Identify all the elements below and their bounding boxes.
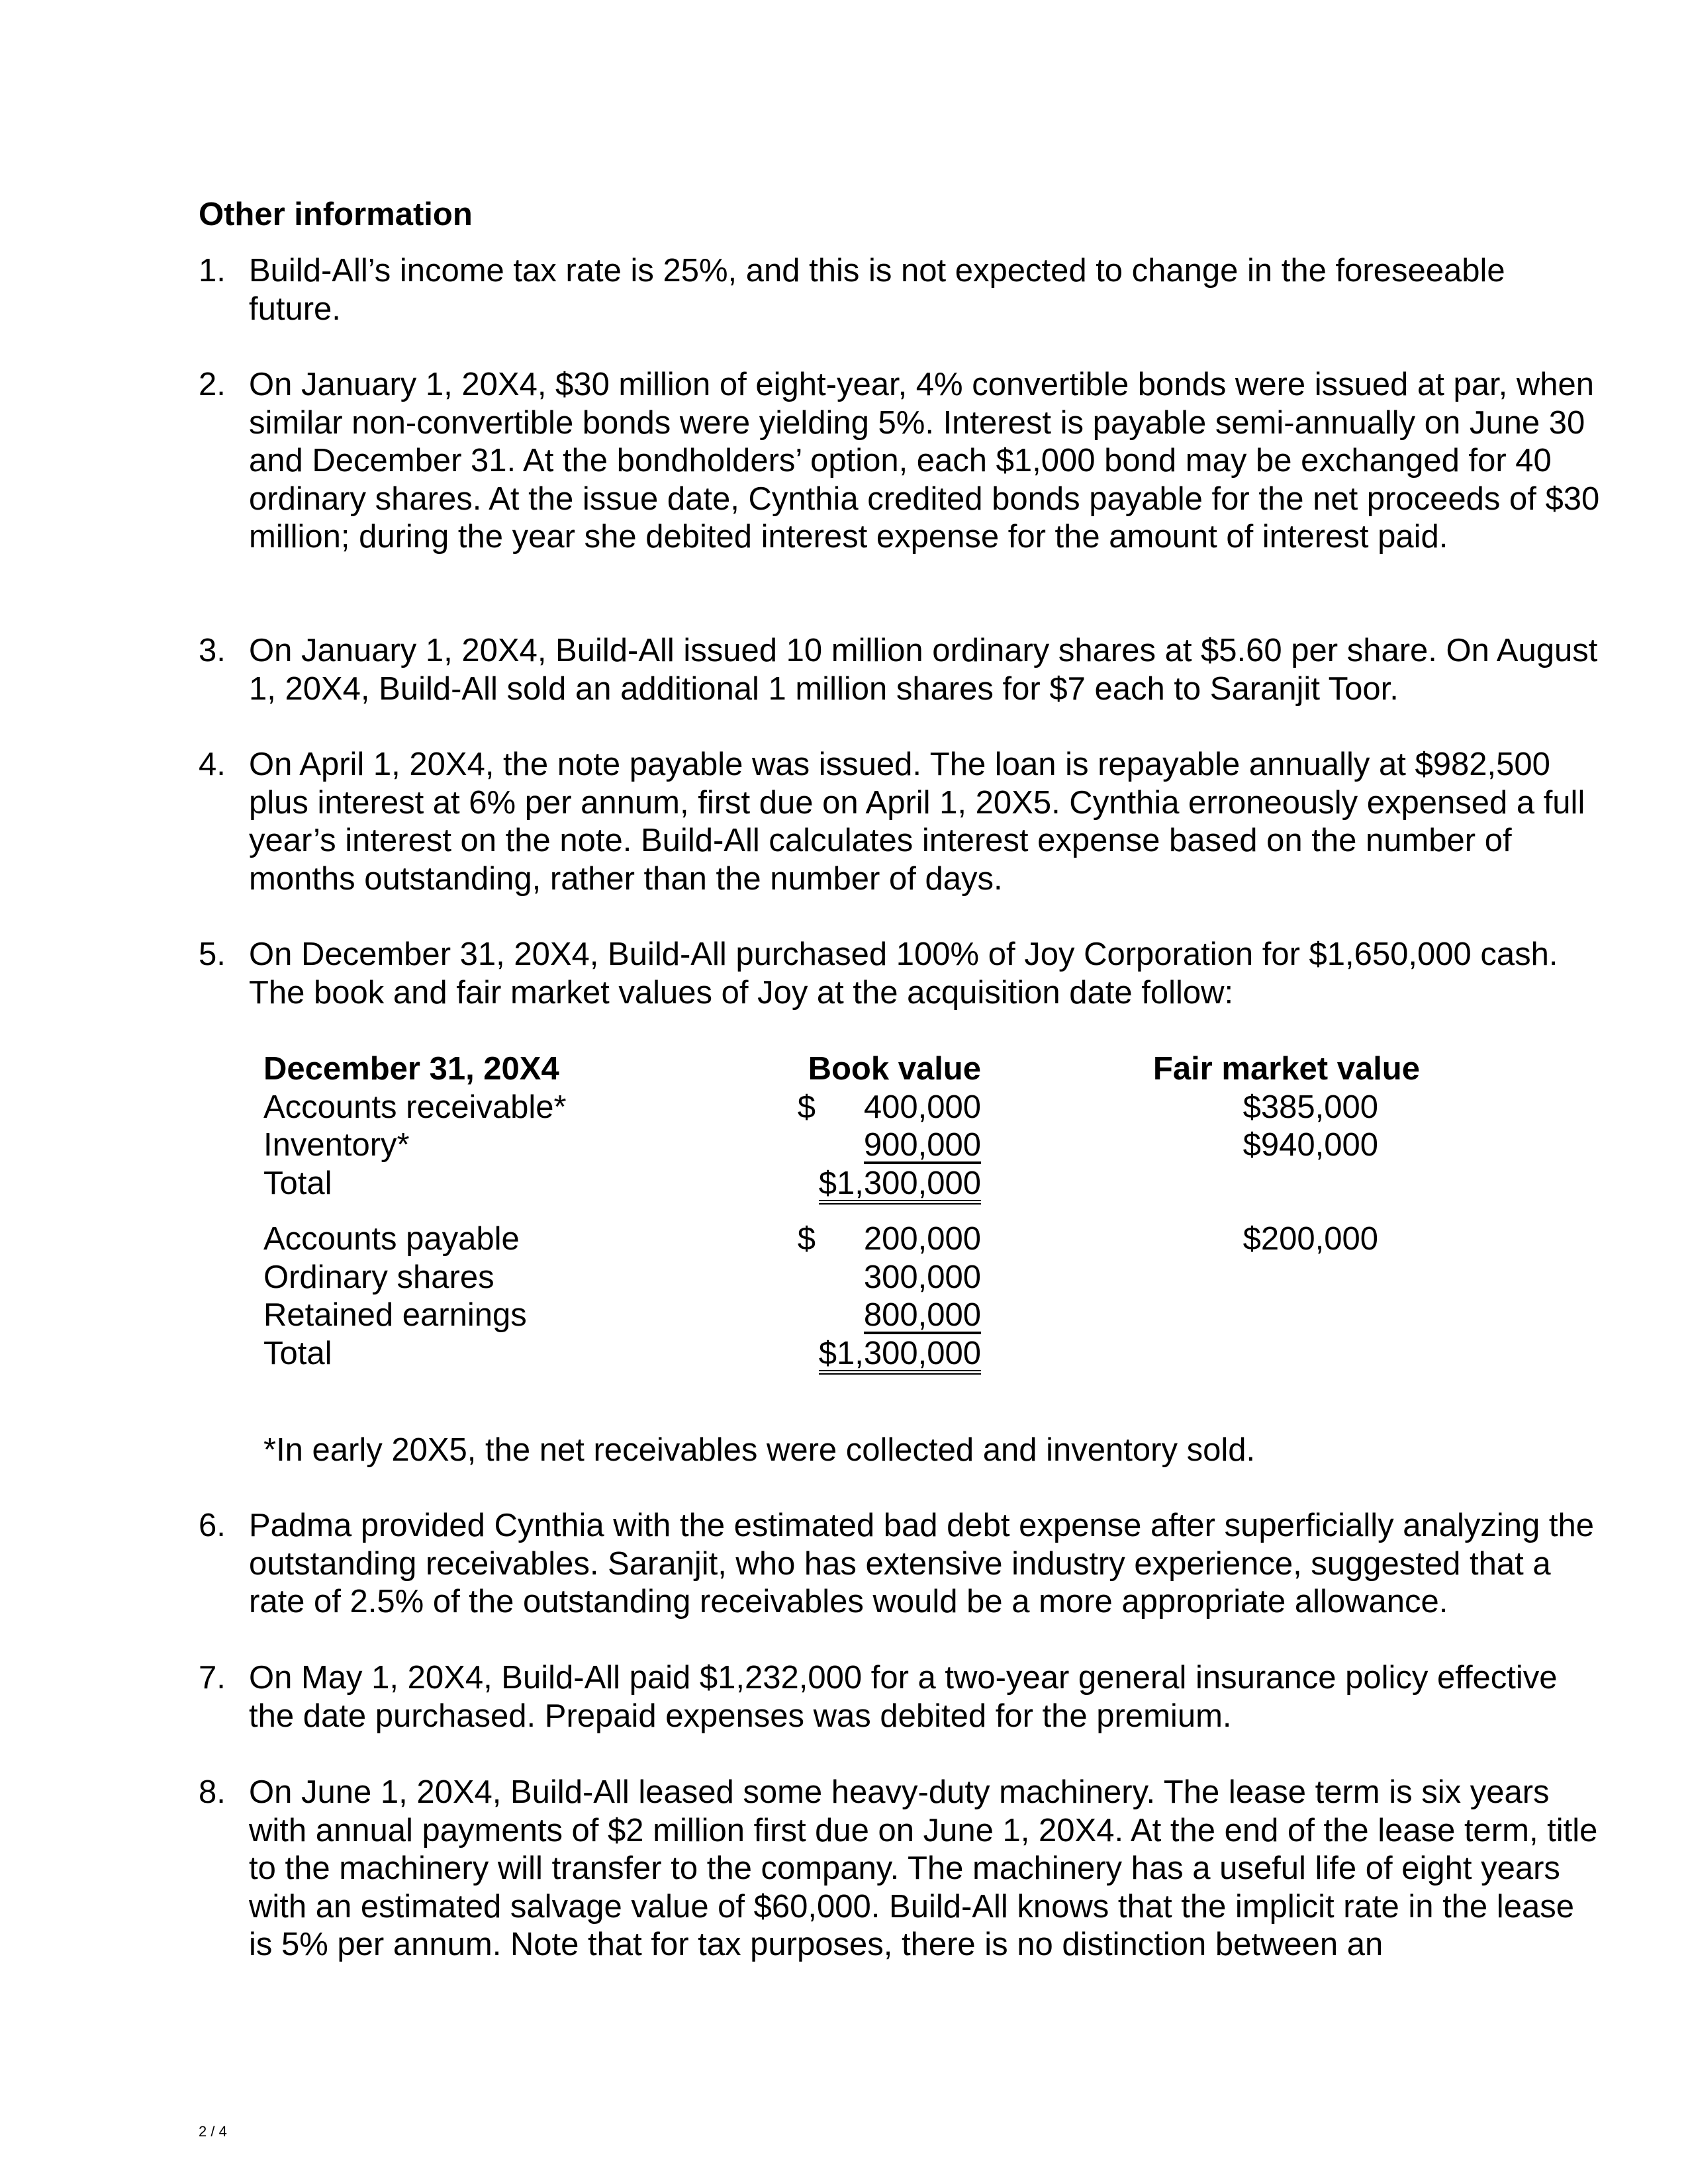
item-text: On April 1, 20X4, the note payable was issued. The loan is repayable annually at $982,500 plus interest at 6% per annum, first due on April 1, 20X5. Cynthia erroneously expensed a full year’s interest on the note. Build-All calculates interest expense based on the number of months outstanding, rather than the number of days. — [249, 747, 1585, 897]
item-number: 5. — [199, 936, 226, 972]
list-item-8 — [199, 1774, 1602, 1964]
book-value-cell: $ 400,000 — [864, 1089, 981, 1127]
book-value-total: $1,300,000 — [819, 1335, 981, 1375]
dollar-sign: $ — [797, 1089, 816, 1125]
table-row — [263, 1259, 1429, 1297]
row-label: Total — [263, 1165, 332, 1201]
section-heading: Other information — [199, 197, 473, 232]
table-row-total — [263, 1165, 1429, 1203]
list-item-5 — [199, 936, 1602, 1012]
row-label: Accounts payable — [263, 1221, 520, 1257]
list-item-2 — [199, 366, 1602, 557]
col-header-date: December 31, 20X4 — [263, 1051, 559, 1087]
item-number: 8. — [199, 1774, 226, 1810]
list-item-1 — [199, 252, 1602, 328]
table-row — [263, 1089, 1429, 1127]
row-label: Retained earnings — [263, 1297, 527, 1333]
row-label: Total — [263, 1335, 332, 1371]
book-value-cell: $ 200,000 — [864, 1220, 981, 1259]
table-row-total — [263, 1335, 1429, 1373]
table-row — [263, 1126, 1429, 1165]
dollar-sign: $ — [797, 1221, 816, 1257]
item-number: 4. — [199, 747, 226, 782]
row-label: Ordinary shares — [263, 1259, 494, 1295]
list-item-3 — [199, 632, 1602, 708]
item-text: On June 1, 20X4, Build-All leased some heavy-duty machinery. The lease term is six years with annual payments of $2 million first due on June 1, 20X4. At the end of the lease term, title to the machinery will transfer to the company. The machinery has a useful life of eight years with an estimated salvage value of $60,000. Build-All knows that the implicit rate in the lease is 5% per annum. Note that for tax purposes, there is no distinction between an — [249, 1774, 1598, 1962]
item-text: On January 1, 20X4, Build-All issued 10 million ordinary shares at $5.60 per share. On August 1, 20X4, Build-All sold an additional 1 million shares for $7 each to Saranjit Toor. — [249, 633, 1598, 707]
row-label: Inventory* — [263, 1127, 410, 1163]
book-value-cell: 900,000 — [863, 1127, 981, 1163]
item-number: 3. — [199, 633, 226, 668]
col-header-fair-value: Fair market value — [1152, 1051, 1420, 1087]
col-header-book-value: Book value — [808, 1051, 981, 1087]
item-number: 7. — [199, 1660, 226, 1696]
book-value-cell: 300,000 — [863, 1259, 981, 1295]
book-value-cell: 800,000 — [863, 1297, 981, 1333]
item-number: 6. — [199, 1508, 226, 1543]
row-label: Accounts receivable* — [263, 1089, 567, 1125]
fair-value-cell: $940,000 — [1243, 1127, 1378, 1163]
fair-value-cell: $385,000 — [1243, 1089, 1378, 1125]
fair-value-cell: $200,000 — [1243, 1221, 1378, 1257]
item-number: 1. — [199, 253, 226, 289]
item-text: Build-All’s income tax rate is 25%, and this is not expected to change in the foreseeable future. — [249, 253, 1505, 327]
table-spacer — [263, 1203, 1429, 1220]
table-row — [263, 1297, 1429, 1335]
table-header-row — [263, 1050, 1429, 1089]
item-number: 2. — [199, 367, 226, 402]
item-text: On December 31, 20X4, Build-All purchased 100% of Joy Corporation for $1,650,000 cash. The book and fair market values of Joy at the acquisition date follow: — [249, 936, 1558, 1011]
list-item-4 — [199, 746, 1602, 898]
book-value-total: $1,300,000 — [819, 1165, 981, 1205]
list-item-7 — [199, 1659, 1602, 1735]
item-text: On January 1, 20X4, $30 million of eight-year, 4% convertible bonds were issued at par, when similar non-convertible bonds were yielding 5%. Interest is payable semi-annually on June 30 and December 31. At the bondholders’ option, each $1,000 bond may be exchanged for 40 ordinary shares. At the issue date, Cynthia credited bonds payable for the net proceeds of $30 million; during the year she debited interest expense for the amount of interest paid. — [249, 367, 1600, 555]
list-item-6 — [199, 1507, 1602, 1621]
item-text: On May 1, 20X4, Build-All paid $1,232,000 for a two-year general insurance policy effective the date purchased. Prepaid expenses was debited for the premium. — [249, 1660, 1558, 1734]
table-row — [263, 1220, 1429, 1259]
item-text: Padma provided Cynthia with the estimated bad debt expense after superficially analyzing the outstanding receivables. Saranjit, who has extensive industry experience, suggested that a rate of 2.5% of the outstanding receivables would be a more appropriate allowance. — [249, 1508, 1594, 1619]
table-footnote: *In early 20X5, the net receivables were collected and inventory sold. — [263, 1432, 1256, 1468]
joy-values-table — [263, 1050, 1429, 1373]
page-number: 2 / 4 — [199, 2123, 227, 2140]
